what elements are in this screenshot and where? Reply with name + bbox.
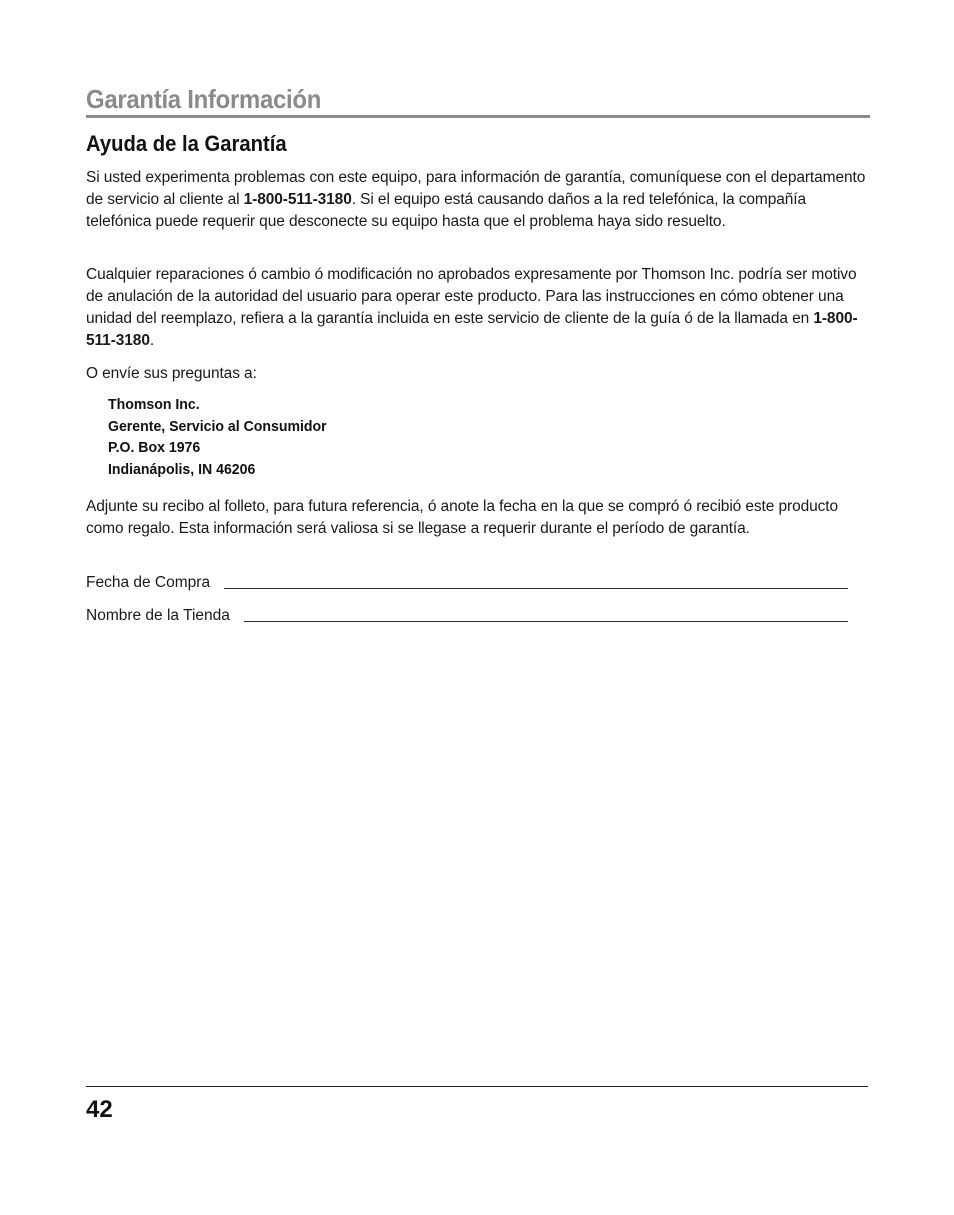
paragraph-text: . — [149, 332, 155, 349]
section-title: Ayuda de la Garantía — [86, 131, 287, 156]
phone-number: 1-800-511-3180 — [243, 191, 352, 208]
mailing-address — [108, 394, 327, 480]
paragraph-text: Si usted experimenta problemas con este equipo, para información de garantía, comuníquese con el departamento de servicio al cliente al — [86, 169, 866, 208]
store-name-row — [86, 605, 848, 627]
store-name-label: Nombre de la Tienda — [86, 607, 230, 624]
paragraph-text: Cualquier reparaciones ó cambio ó modificación no aprobados expresamente por Thomson Inc. podría ser motivo de anulación de la autoridad del usuario para operar este producto. Para las instrucciones en cómo obtener una unidad del reemplazo, refiera a la garantía incluida en este servicio de cliente de la guía ó de la llamada en — [86, 266, 857, 327]
mail-questions-paragraph: O envíe sus preguntas a: — [86, 365, 257, 382]
phone-number: 1-800-511-3180 — [86, 310, 858, 349]
footer-divider — [86, 1086, 868, 1087]
header-divider — [86, 115, 870, 118]
address-line-city: Indianápolis, IN 46206 — [108, 460, 256, 478]
paragraph-text: . Si el equipo está causando daños a la red telefónica, la compañía telefónica puede requerir que desconecte su equipo hasta que el problema haya sido resuelto. — [86, 191, 807, 230]
purchase-date-row — [86, 572, 848, 594]
address-line-department: Gerente, Servicio al Consumidor — [108, 417, 327, 435]
page-number: 42 — [86, 1096, 113, 1123]
document-page — [86, 0, 868, 1215]
address-line-company: Thomson Inc. — [108, 396, 200, 413]
warranty-contact-paragraph — [86, 167, 870, 233]
address-line-po-box: P.O. Box 1976 — [108, 439, 201, 456]
page-header-title: Garantía Información — [86, 84, 322, 114]
store-name-blank-line — [244, 621, 848, 622]
receipt-note-paragraph: Adjunte su recibo al folleto, para futura referencia, ó anote la fecha en la que se compró ó recibió este producto como regalo. Esta información será valiosa si se llegase a requerir durante el período de garantía. — [86, 498, 839, 537]
purchase-date-label: Fecha de Compra — [86, 574, 211, 591]
modification-warning-paragraph — [86, 264, 870, 352]
purchase-date-blank-line — [224, 588, 848, 589]
